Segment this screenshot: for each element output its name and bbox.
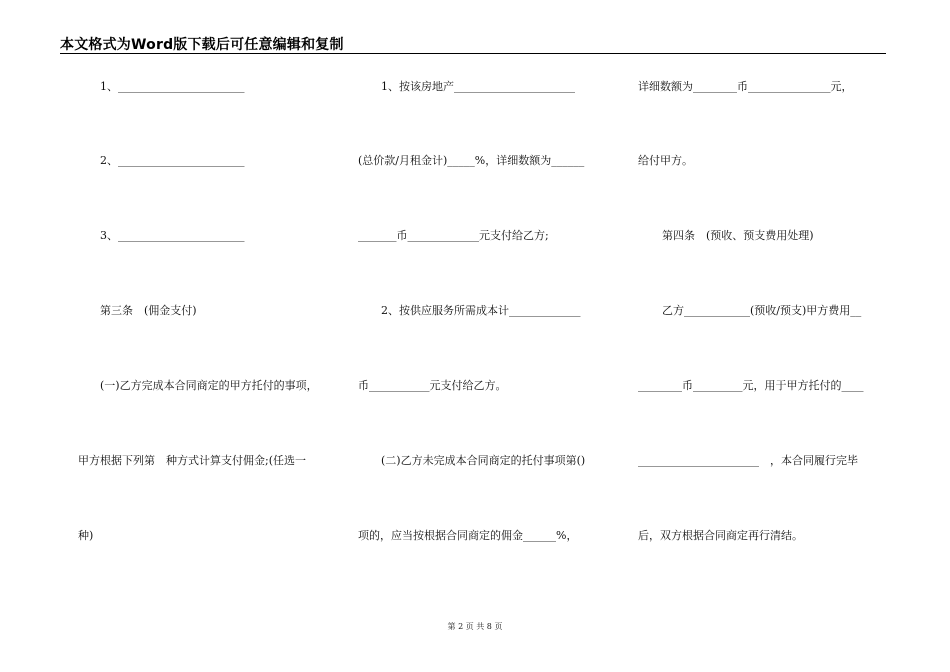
- middle-line-1: 1、按该房地产______________________: [381, 80, 575, 93]
- middle-line-7: 项的，应当按根据合同商定的佣金______%，: [358, 529, 578, 542]
- middle-line-3: _______币_____________元支付给乙方;: [358, 229, 549, 242]
- right-line-3: 第四条 (预收、预支费用处理): [662, 229, 814, 242]
- right-line-6: ______________________ ，本合同履行完毕: [638, 454, 858, 467]
- left-line-5: (一)乙方完成本合同商定的甲方托付的事项，: [100, 379, 318, 392]
- middle-line-4: 2、按供应服务所需成本计_____________: [381, 304, 581, 317]
- left-line-6: 甲方根据下列第 种方式计算支付佣金;(任选一: [78, 454, 306, 467]
- left-line-3: 3、_______________________: [100, 229, 245, 242]
- document-header-title: 本文格式为Word版下载后可任意编辑和复制: [60, 37, 344, 53]
- left-line-7: 种): [78, 529, 94, 542]
- middle-line-5: 币___________元支付给乙方。: [358, 379, 507, 392]
- right-line-2: 给付甲方。: [638, 154, 693, 167]
- right-line-4: 乙方____________(预收/预支)甲方费用__: [662, 304, 862, 317]
- left-line-2: 2、_______________________: [100, 154, 245, 167]
- middle-line-6: (二)乙方未完成本合同商定的托付事项第(): [381, 454, 586, 467]
- right-line-1: 详细数额为________币_______________元，: [638, 80, 853, 93]
- page-number-footer: 第 2 页 共 8 页: [447, 622, 503, 631]
- header-rule: [60, 53, 886, 54]
- left-line-1: 1、_______________________: [100, 80, 245, 93]
- right-line-7: 后，双方根据合同商定再行清结。: [638, 529, 803, 542]
- middle-line-2: (总价款/月租金计)_____%，详细数额为______: [358, 154, 585, 167]
- right-line-5: ________币_________元，用于甲方托付的____: [638, 379, 864, 392]
- left-line-4: 第三条 (佣金支付): [100, 304, 197, 317]
